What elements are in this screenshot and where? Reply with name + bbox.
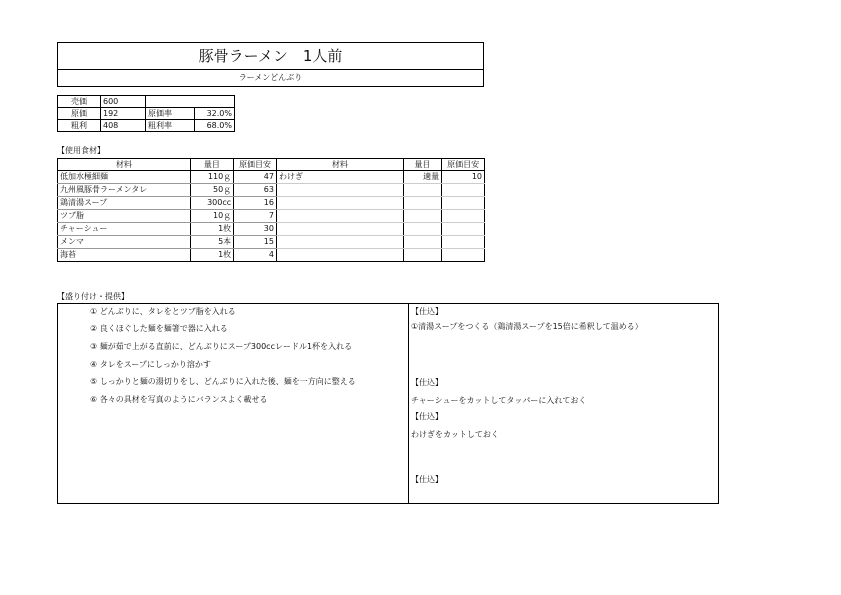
ingredient-cost: 4 <box>234 249 277 262</box>
empty-cell <box>403 223 441 236</box>
ingredient-row <box>58 184 485 197</box>
sell-blank <box>146 96 235 108</box>
ingredient-qty: 50ｇ <box>190 184 234 197</box>
step-5: ⑤ しっかりと麺の湯切りをし、どんぶりに入れた後、麺を一方向に整える <box>90 377 356 386</box>
empty-cell <box>276 236 403 249</box>
price-row-sell <box>58 96 235 108</box>
ingredients-table <box>57 158 485 262</box>
profit-rate-label: 粗利率 <box>146 120 195 132</box>
ingredient-cost: 7 <box>234 210 277 223</box>
step-6: ⑥ 各々の具材を写真のようにバランスよく載せる <box>90 395 268 404</box>
ingredient-qty: 5本 <box>190 236 234 249</box>
empty-cell <box>442 236 485 249</box>
sell-value: 600 <box>101 96 146 108</box>
empty-cell <box>442 249 485 262</box>
ingredient-qty-2: 適量 <box>403 171 441 184</box>
ingredient-row <box>58 171 485 184</box>
price-row-cost <box>58 108 235 120</box>
prep-label-3: 【仕込】 <box>411 412 443 421</box>
header-qty-2: 量目 <box>403 159 441 171</box>
step-1: ① どんぶりに、タレをとツブ脂を入れる <box>90 307 236 316</box>
ingredients-heading: 【使用食材】 <box>57 146 105 155</box>
bowl-type: ラーメンどんぶり <box>57 69 484 87</box>
prep-label-4: 【仕込】 <box>411 475 443 484</box>
sell-label: 売価 <box>58 96 101 108</box>
empty-cell <box>442 184 485 197</box>
empty-cell <box>442 210 485 223</box>
empty-cell <box>442 223 485 236</box>
recipe-title: 豚骨ラーメン 1人前 <box>57 42 484 70</box>
ingredient-qty: 1枚 <box>190 249 234 262</box>
profit-value: 408 <box>101 120 146 132</box>
header-qty: 量目 <box>190 159 234 171</box>
empty-cell <box>403 236 441 249</box>
ingredient-row <box>58 197 485 210</box>
header-cost-2: 原価目安 <box>442 159 485 171</box>
price-row-profit <box>58 120 235 132</box>
empty-cell <box>276 223 403 236</box>
cost-label: 原価 <box>58 108 101 120</box>
ingredient-cost: 15 <box>234 236 277 249</box>
header-material-2: 材料 <box>276 159 403 171</box>
ingredient-name: 低加水極細麺 <box>58 171 191 184</box>
header-material: 材料 <box>58 159 191 171</box>
prep-text-3: わけぎをカットしておく <box>411 430 499 439</box>
ingredient-cost-2: 10 <box>442 171 485 184</box>
ingredient-row <box>58 223 485 236</box>
ingredient-cost: 30 <box>234 223 277 236</box>
prep-text-1: ①清湯スープをつくる（鶏清湯スープを15倍に希釈して温める） <box>411 322 643 331</box>
cost-rate-value: 32.0% <box>195 108 235 120</box>
ingredient-cost: 63 <box>234 184 277 197</box>
ingredient-name: 九州風豚骨ラーメンタレ <box>58 184 191 197</box>
ingredient-name: 海苔 <box>60 250 76 259</box>
header-cost: 原価目安 <box>234 159 277 171</box>
empty-cell <box>403 249 441 262</box>
ingredients-header-row <box>58 159 485 171</box>
profit-label: 粗利 <box>58 120 101 132</box>
ingredient-qty: 10ｇ <box>190 210 234 223</box>
ingredient-name: メンマ <box>58 236 191 249</box>
ingredient-row <box>58 210 485 223</box>
empty-cell <box>276 210 403 223</box>
profit-rate-value: 68.0% <box>195 120 235 132</box>
empty-cell <box>276 197 403 210</box>
empty-cell <box>403 184 441 197</box>
ingredient-name: ツブ脂 <box>58 210 191 223</box>
prep-label-1: 【仕込】 <box>411 307 443 316</box>
ingredient-row <box>58 249 485 262</box>
prep-label-2: 【仕込】 <box>411 378 443 387</box>
serving-heading: 【盛り付け・提供】 <box>57 292 129 301</box>
ingredient-qty: 300cc <box>190 197 234 210</box>
cost-value: 192 <box>101 108 146 120</box>
step-3: ③ 麺が茹で上がる直前に、どんぶりにスープ300ccレードル1杯を入れる <box>90 342 353 351</box>
prep-text-2: チャーシューをカットしてタッパーに入れておく <box>411 396 587 405</box>
cost-rate-label: 原価率 <box>146 108 195 120</box>
ingredient-row <box>58 236 485 249</box>
ingredient-name: 鶏清湯スープ <box>58 197 191 210</box>
step-4: ④ タレをスープにしっかり溶かす <box>90 360 211 369</box>
price-table <box>57 95 235 132</box>
empty-cell <box>442 197 485 210</box>
empty-cell <box>403 197 441 210</box>
ingredient-cost: 47 <box>234 171 277 184</box>
ingredient-name: チャーシュー <box>58 223 191 236</box>
empty-cell <box>276 249 403 262</box>
ingredient-name-2: わけぎ <box>276 171 403 184</box>
ingredient-qty: 1枚 <box>190 223 234 236</box>
empty-cell <box>403 210 441 223</box>
empty-cell <box>276 184 403 197</box>
ingredient-cost: 16 <box>234 197 277 210</box>
ingredient-qty: 110ｇ <box>190 171 234 184</box>
serving-divider <box>408 303 409 504</box>
step-2: ② 良くほぐした麺を麺箸で器に入れる <box>90 324 228 333</box>
